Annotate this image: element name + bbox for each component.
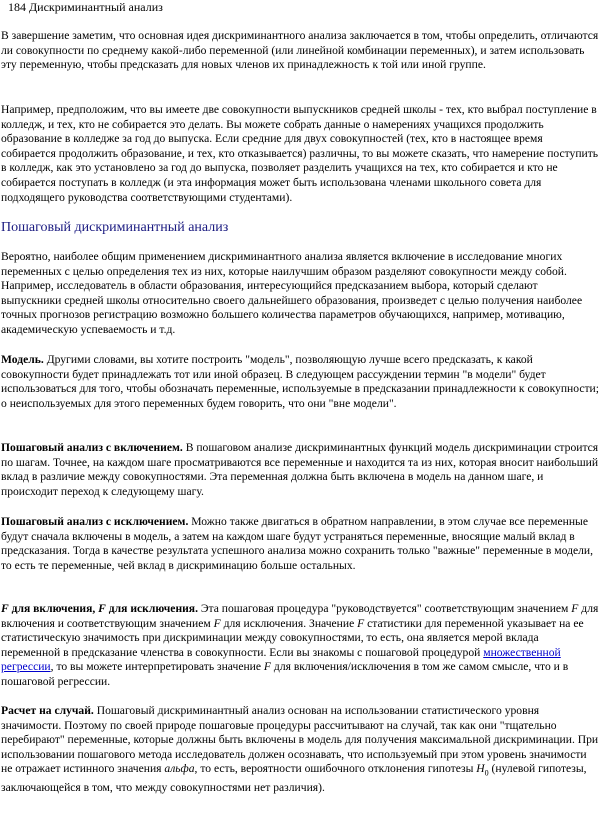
paragraph-f-values: F для включения, F для исключения. Эта пошаговая процедура "руководствуется" соответствующим значением F для включения и соответствующим значением F для исключения. Значение F статистики для переменной указывает на ее статистическую значимость при дискриминации между совокупностями, то есть, она является мерой вклада переменной в предсказание членства в совокупности. Если вы знакомы с пошаговой процедурой множественной регрессии, то вы можете интерпретировать значение F для включения/исключения в том же самом смысле, что и в пошаговой регрессии.	[1, 602, 599, 688]
paragraph-example: Например, предположим, что вы имеете две совокупности выпускников средней школы - тех, кто выбрал поступление в колледж, и тех, кто не собирается это делать. Вы можете собрать данные о намерениях учащихся продолжить образование в колледже за год до выпуска. Если средние для двух совокупностей (тех, кто в настоящее время собирается продолжить образование, и тех, кто отказывается) различны, то вы можете сказать, что намерение поступить в колледж, как это установлено за год до выпуска, позволяет разделить учащихся на тех, кто собирается и кто не собирается поступать в колледж (и эта информация может быть использована членами школьного совета для подходящего руководства соответствующими студентами).	[1, 103, 599, 204]
term-model: Модель.	[1, 353, 44, 366]
term-chance: Расчет на случай.	[1, 704, 94, 717]
backward-text: Можно также двигаться в обратном направлении, в этом случае все переменные будут сначала включены в модель, а затем на каждом шаге будут устраняться переменные, вносящие малый вклад в предсказания. Тогда в качестве результата успешного анализа можно сохранить только "важные" переменные в модели, то есть те переменные, чей вклад в дискриминацию больше остальных.	[1, 515, 593, 572]
link-multiple-regression[interactable]: множественной регрессии	[1, 645, 561, 674]
paragraph-forward-stepwise	[1, 441, 599, 499]
forward-text: В пошаговом анализе дискриминантных функций модель дискриминации строится по шагам. Точнее, на каждом шаге просматриваются все переменные и находится та из них, которая вносит наибольший вклад в различие между совокупностями. Эта переменная должна быть включена в модель на данном шаге, и происходит переход к следующему шагу.	[1, 441, 599, 498]
section-heading: Пошаговый дискриминантный анализ	[1, 220, 229, 235]
term-f-values: F для включения, F для исключения.	[1, 602, 198, 615]
paragraph-model	[1, 353, 599, 411]
model-text: Другими словами, вы хотите построить "модель", позволяющую лучше всего предсказать, к какой совокупности будет принадлежать тот или иной образец. В следующем рассуждении термин "в модели" будет использоваться для того, чтобы обозначать переменные, используемые в предсказании принадлежности к совокупности; о неиспользуемых для этого переменных будем говорить, что они "вне модели".	[1, 353, 599, 410]
paragraph-stepwise-intro: Вероятно, наиболее общим применением дискриминантного анализа является включение в исследование многих переменных с целью определения тех из них, которые наилучшим образом разделяют совокупности между собой. Например, исследователь в области образования, интересующийся предсказанием выбора, который сделают выпускники средней школы относительно своего дальнейшего образования, произведет с целью получения наиболее точных прогнозов регистрацию возможно большего количества параметров обучающихся, например, мотивацию, академическую успеваемость и т.д.	[1, 250, 583, 336]
paragraph-conclusion: В завершение заметим, что основная идея дискриминантного анализа заключается в том, чтобы определить, отличаются ли совокупности по среднему какой-либо переменной (или линейной комбинации переменных), и затем использовать эту переменную, чтобы предсказать для новых членов их принадлежность к той или иной группе.	[1, 29, 599, 72]
alpha-term: альфа	[164, 762, 195, 776]
paragraph-chance: Расчет на случай. Пошаговый дискриминантный анализ основан на использовании статистического уровня значимости. Поэтому по своей природе пошаговые процедуры рассчитывают на случай, так как они "тщательно перебирают" переменные, которые должны быть включены в модель для получения максимальной дискриминации. При использовании пошагового метода исследователь должен осознавать, что используемый при этом уровень значимости не отражает истинного значения альфа, то есть, вероятности ошибочного отклонения гипотезы $H_0$ (нулевой гипотезы, заключающейся в том, что между совокупностями нет различия).	[1, 704, 599, 795]
hypothesis-symbol: H	[476, 762, 485, 776]
paragraph-backward-stepwise	[1, 515, 599, 573]
page-header: 184 Дискриминантный анализ	[8, 0, 163, 14]
term-forward: Пошаговый анализ с включением.	[1, 441, 183, 454]
term-backward: Пошаговый анализ с исключением.	[1, 515, 189, 528]
